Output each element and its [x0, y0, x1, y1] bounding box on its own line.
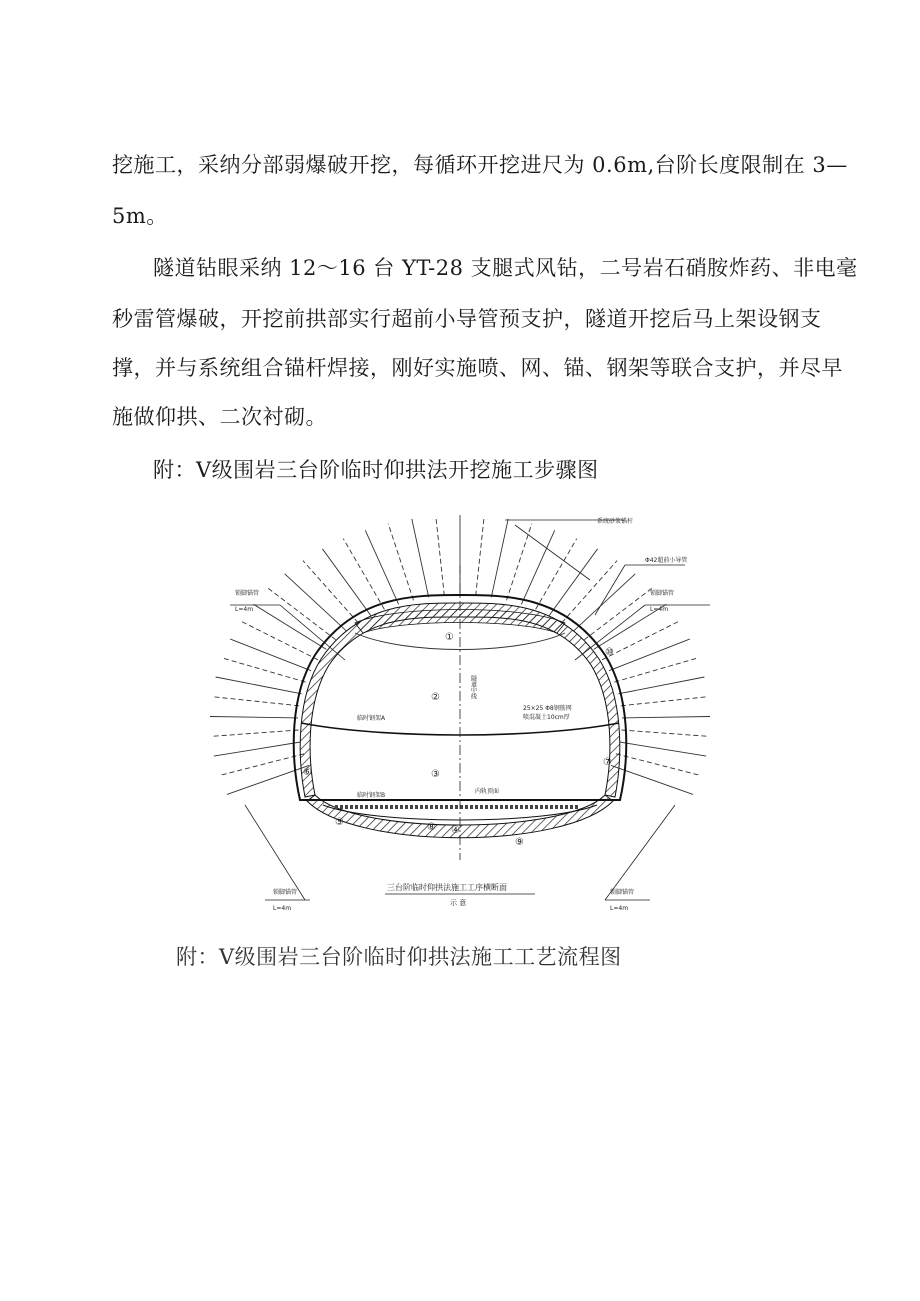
anchor-bolt-line — [491, 519, 508, 597]
anchor-bolt-line — [212, 697, 300, 706]
step-9: ⑨ — [515, 837, 524, 848]
paragraph2-line2: 秒雷管爆破，开挖前拱部实行超前小导管预支护，隧道开挖后马上架设钢支 — [112, 307, 822, 331]
anchor-bolt-line — [303, 561, 358, 623]
step-4: ④ — [451, 825, 460, 836]
paragraph2-line1: 隧道钻眼采纳 12～16 台 YT-28 支腿式风钻，二号岩石硝胺炸药、非电毫 — [153, 256, 858, 280]
anchor-bolt-line — [618, 677, 704, 694]
label-length-br: L=4m — [610, 905, 629, 912]
anchor-bolt-line — [230, 639, 311, 671]
step-2: ② — [431, 692, 440, 703]
step-5: ⑤ — [335, 817, 344, 828]
label-lock-anchor-tl: 锁脚锚管 — [235, 590, 260, 597]
label-length-tl: L=4m — [235, 606, 254, 613]
caption-bottom: 附：V级围岩三台阶临时仰拱法施工工艺流程图 — [176, 945, 622, 969]
label-shotcrete: 喷混凝土10cm厚 — [523, 714, 570, 721]
label-lock-anchor-br: 锁脚锚管 — [610, 889, 635, 896]
label-length-bl: L=4m — [273, 905, 292, 912]
label-small-pipe: Φ42超前小导管 — [645, 557, 688, 564]
anchor-bolt-line — [268, 588, 336, 639]
paragraph2-line4: 施做仰拱、二次衬砌。 — [112, 405, 327, 429]
figure-subtitle: 示 意 — [450, 899, 467, 907]
label-lock-anchor-tr: 锁脚锚管 — [650, 590, 675, 597]
anchor-bolt-line — [222, 658, 306, 682]
anchor-bolt-line — [322, 549, 371, 616]
anchor-bolt-line — [620, 742, 707, 756]
step-6: ⑥ — [303, 767, 312, 778]
label-mesh: 25×25 Φ8钢筋网 — [523, 705, 572, 712]
anchor-bolt-line — [476, 516, 485, 596]
tunnel-cross-section-diagram — [205, 505, 715, 920]
caption-top: 附：V级围岩三台阶临时仰拱法开挖施工步骤图 — [153, 458, 599, 482]
anchor-bolt-line — [609, 639, 690, 671]
anchor-bolt-line — [574, 574, 636, 631]
anchor-bolt-line — [216, 677, 302, 694]
anchor-bolt-line — [412, 519, 429, 597]
paragraph2-line3: 撑，并与系统组合锚杆焊接，刚好实施喷、网、锚、钢架等联合支护，并尽早 — [112, 356, 843, 380]
anchor-bolt-line — [219, 754, 304, 776]
label-system-bolt: 系统砂浆锚杆 — [597, 518, 634, 525]
anchor-bolt-line — [436, 516, 445, 596]
label-temp-support-b: 临时钢架B — [357, 792, 386, 799]
anchor-bolt-line — [622, 717, 710, 718]
anchor-bolt-line — [210, 717, 298, 718]
label-length-tr: L=4m — [650, 606, 669, 613]
anchor-bolt-line — [285, 574, 347, 631]
anchor-bolt-line — [622, 730, 710, 736]
anchor-bolt-line — [584, 588, 652, 639]
anchor-bolt-line — [254, 604, 327, 649]
figure-title: 三台阶临时仰拱法施工工序横断面 — [387, 883, 507, 892]
anchor-bolt-line — [521, 530, 554, 604]
anchor-bolt-line — [621, 697, 709, 706]
anchor-bolt-line — [536, 539, 577, 610]
anchor-bolt-line — [614, 658, 698, 682]
label-temp-support-a: 临时钢架A — [357, 715, 386, 722]
anchor-bolt-line — [549, 549, 598, 616]
anchor-bolt-line — [616, 754, 701, 776]
anchor-bolt-line — [214, 742, 301, 756]
step-3: ③ — [431, 769, 440, 780]
step-7: ⑦ — [603, 757, 612, 768]
step-8: ⑧ — [427, 822, 436, 833]
label-inner-track: 内轨顶面 — [475, 788, 500, 795]
anchor-bolt-line — [343, 539, 384, 610]
anchor-bolt-line — [211, 730, 299, 736]
label-centerline: 隧道中线 — [469, 675, 477, 699]
step-1: ① — [445, 632, 454, 643]
step-10: ⑩ — [605, 647, 614, 658]
label-lock-anchor-bl: 锁脚锚管 — [273, 889, 298, 896]
paragraph1-line1: 挖施工，采纳分部弱爆破开挖，每循环开挖进尺为 0.6m,台阶长度限制在 3— — [112, 153, 848, 177]
anchor-bolt-line — [365, 530, 398, 604]
paragraph1-line2: 5m。 — [112, 204, 168, 228]
